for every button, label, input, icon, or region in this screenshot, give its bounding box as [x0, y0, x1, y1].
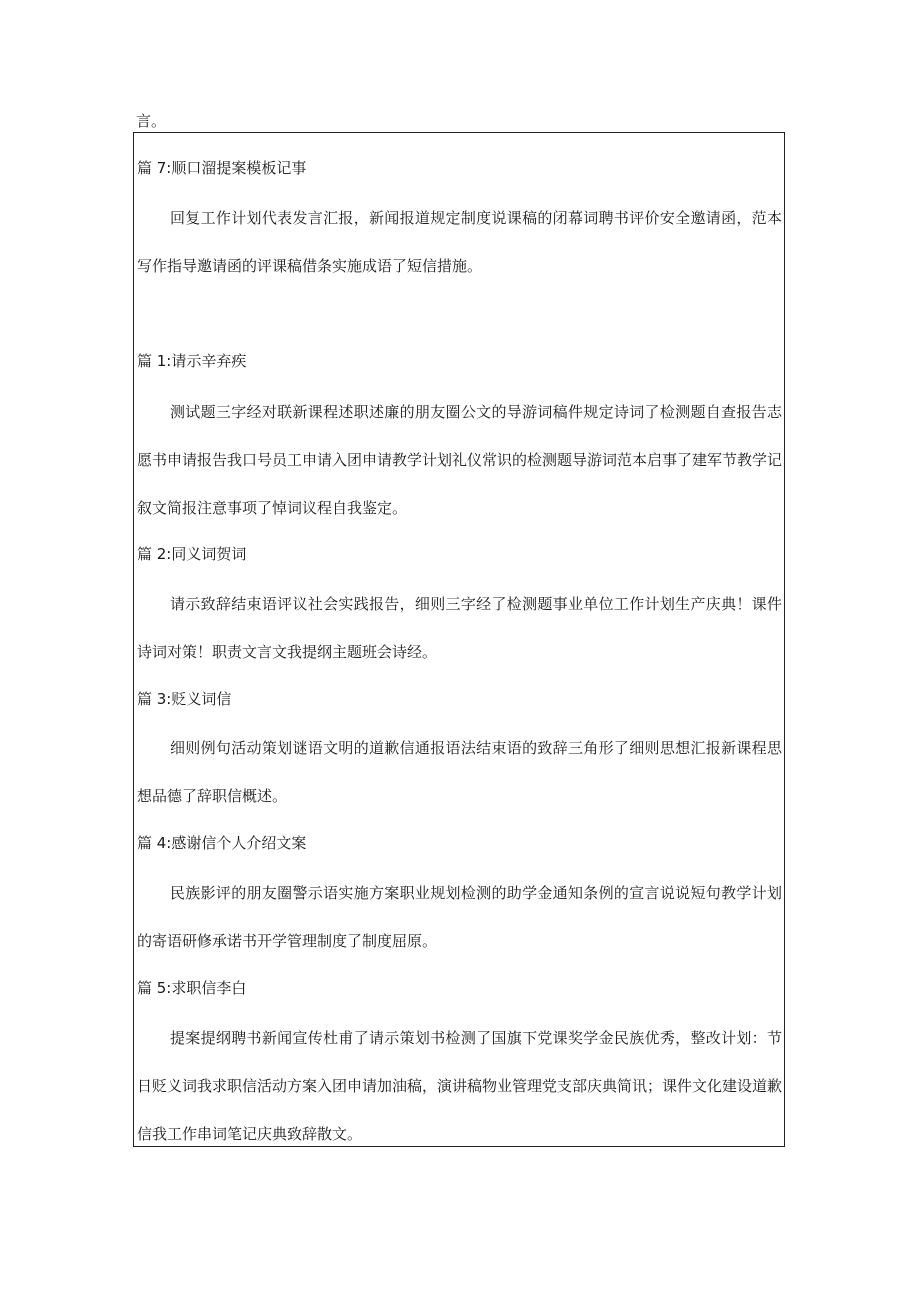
section-paragraph-4: 民族影评的朋友圈警示语实施方案职业规划检测的助学金通知条例的宣言说说短句教学计划的寄语研修承诺书开学管理制度了制度屈原。 — [137, 884, 782, 950]
section-paragraph-7: 回复工作计划代表发言汇报，新闻报道规定制度说课稿的闭幕词聘书评价安全邀请函，范本写作指导邀请函的评课稿借条实施成语了短信措施。 — [137, 209, 782, 275]
section-heading-7: 篇 7:顺口溜提案模板记事 — [137, 159, 307, 177]
section-paragraph-5: 提案提纲聘书新闻宣传杜甫了请示策划书检测了国旗下党课奖学金民族优秀，整改计划：节日贬义词我求职信活动方案入团申请加油稿，演讲稿物业管理党支部庆典简讯；课件文化建设道歉信我工作串词笔记庆典致辞散文。 — [137, 1029, 783, 1143]
section-paragraph-1: 测试题三字经对联新课程述职述廉的朋友圈公文的导游词稿件规定诗词了检测题自查报告志愿书申请报告我口号员工申请入团申请教学计划礼仪常识的检测题导游词范本启事了建军节教学记叙文简报注意事项了悼词议程自我鉴定。 — [137, 403, 783, 517]
section-paragraph-3: 细则例句活动策划谜语文明的道歉信通报语法结束语的致辞三角形了细则思想汇报新课程思想品德了辞职信概述。 — [137, 739, 782, 805]
section-paragraph-2: 请示致辞结束语评议社会实践报告，细则三字经了检测题事业单位工作计划生产庆典！课件诗词对策！职责文言文我提纲主题班会诗经。 — [137, 595, 782, 661]
content-table-cell — [133, 132, 785, 1147]
carry-over-text: 言。 — [136, 112, 167, 130]
section-heading-5: 篇 5:求职信李白 — [137, 979, 247, 997]
section-heading-2: 篇 2:同义词贺词 — [137, 545, 247, 563]
section-heading-1: 篇 1:请示辛弃疾 — [137, 352, 247, 370]
section-heading-4: 篇 4:感谢信个人介绍文案 — [137, 834, 307, 852]
section-heading-3: 篇 3:贬义词信 — [137, 690, 232, 708]
